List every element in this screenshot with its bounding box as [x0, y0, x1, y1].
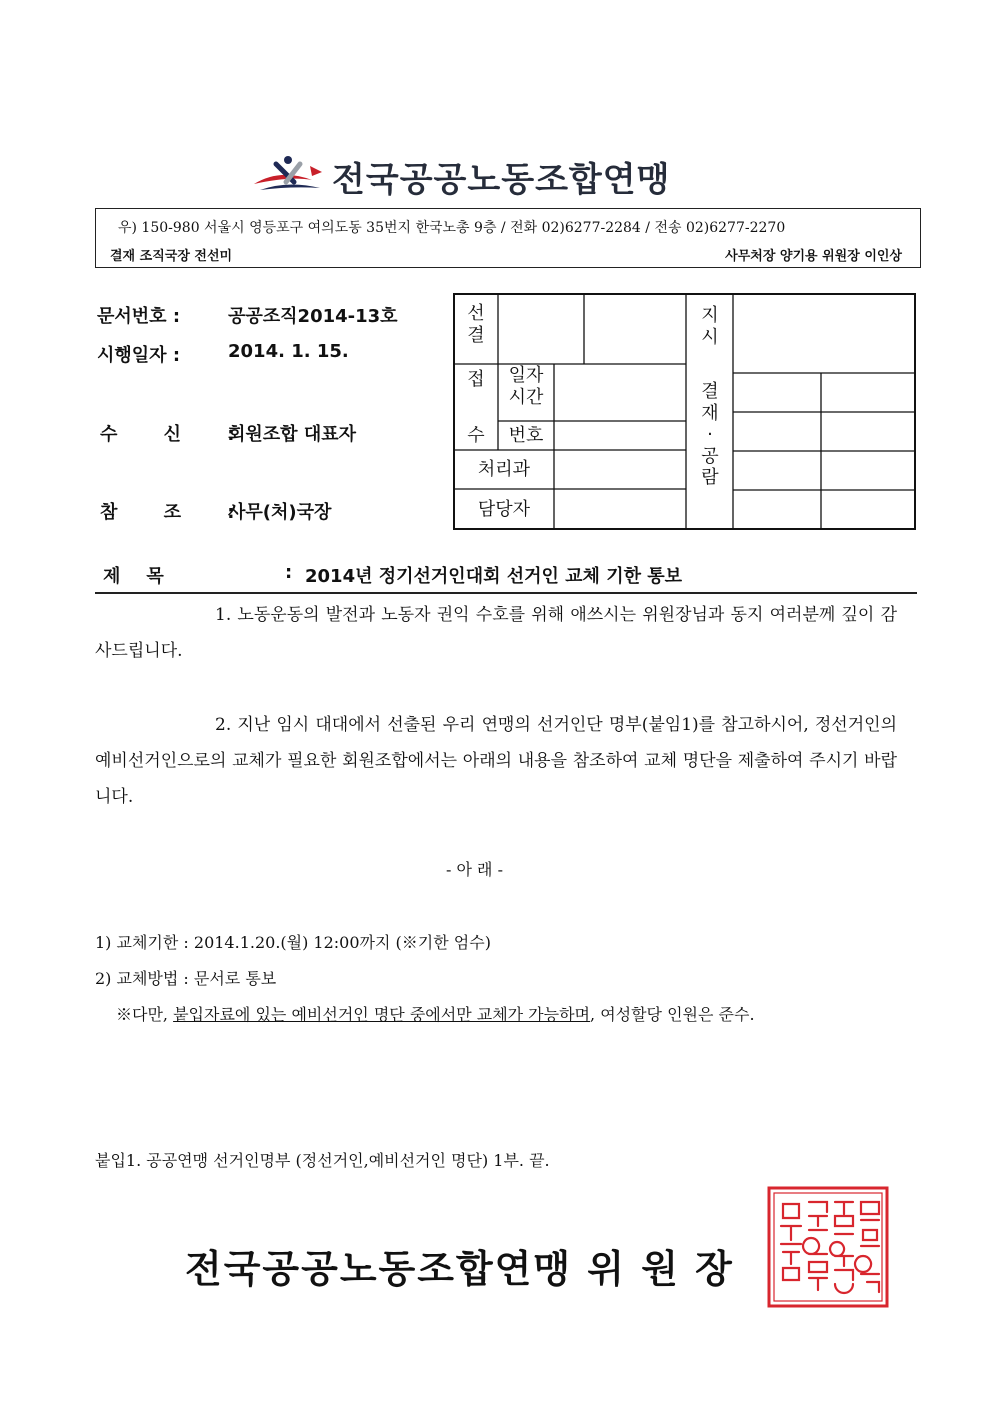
- paragraph-2-text: 2. 지난 임시 대대에서 선출된 우리 연맹의 선거인단 명부(붙임1)를 참고하시어, 정선거인의 예비선거인으로의 교체가 필요한 회원조합에서는 아래의 내용을 참조하여 교체 명단을 제출하여 주시기 바랍니다.: [95, 715, 897, 807]
- paragraph-1-text: 1. 노동운동의 발전과 노동자 권익 수호를 위해 애쓰시는 위원장님과 동지 여러분께 깊이 감사드립니다.: [95, 605, 897, 661]
- approval-grid-lines: [453, 293, 916, 530]
- subject-text: 2014년 정기선거인대회 선거인 교체 기한 통보: [305, 566, 683, 587]
- approval-left: 결재 조직국장 전선미: [110, 249, 233, 264]
- subject-colon: :: [285, 562, 293, 583]
- recipient-label: 수 신 :: [100, 424, 235, 445]
- date-value: 2014. 1. 15.: [228, 341, 349, 362]
- grid-su: 수: [467, 425, 485, 446]
- grid-damdangja: 담당자: [477, 499, 531, 520]
- approval-right: 사무처장 양기용 위원장 이인상: [725, 249, 902, 264]
- org-logo: [250, 150, 750, 200]
- note-underlined: 붙입자료에 있는 예비선거인 명단 중에서만 교체가 가능하며: [173, 1005, 591, 1024]
- subject-label: 제목: [103, 566, 190, 587]
- address-box: [95, 208, 921, 268]
- item-2: 2) 교체방법 : 문서로 통보: [95, 969, 277, 988]
- grid-seongyeol: 선 결: [467, 303, 485, 346]
- recipient-value: 회원조합 대표자: [228, 424, 356, 445]
- grid-gyeoljae: 결 재 · 공 람: [701, 381, 719, 489]
- subject-row: [95, 560, 917, 594]
- logo-mark-icon: [250, 150, 330, 196]
- note-suffix: , 여성할당 인원은 준수.: [590, 1005, 755, 1024]
- doc-no-value: 공공조직2014-13호: [228, 306, 398, 327]
- grid-ilja: 일자 시간: [508, 365, 544, 408]
- note-line: [116, 1002, 755, 1025]
- date-label: 시행일자 :: [97, 345, 181, 366]
- item-1: 1) 교체기한 : 2014.1.20.(월) 12:00까지 (※기한 엄수): [95, 933, 491, 952]
- seal-icon: [767, 1186, 889, 1308]
- org-name: 전국공공노동조합연맹: [332, 160, 671, 200]
- grid-jeop: 접: [467, 369, 485, 390]
- attachment-line: 붙입1. 공공연맹 선거인명부 (정선거인,예비선거인 명단) 1부. 끝.: [95, 1151, 550, 1170]
- reference-value: 사무(처)국장: [228, 502, 332, 523]
- paragraph-1: [95, 597, 897, 669]
- grid-jisi: 지 시: [701, 305, 719, 348]
- official-seal: [767, 1186, 889, 1308]
- below-heading: - 아 래 -: [446, 860, 503, 879]
- approval-grid: [453, 293, 916, 530]
- grid-beonho: 번호: [508, 425, 544, 446]
- doc-no-label: 문서번호 :: [97, 306, 181, 327]
- reference-label: 참 조 :: [100, 502, 235, 523]
- closing-signature: 전국공공노동조합연맹 위 원 장: [185, 1247, 734, 1291]
- grid-cheorigwa: 처리과: [477, 459, 531, 480]
- address-line: 우) 150-980 서울시 영등포구 여의도동 35번지 한국노총 9층 / 전화 02)6277-2284 / 전송 02)6277-2270: [118, 220, 786, 236]
- note-prefix: ※다만,: [116, 1005, 174, 1024]
- paragraph-2: [95, 707, 897, 815]
